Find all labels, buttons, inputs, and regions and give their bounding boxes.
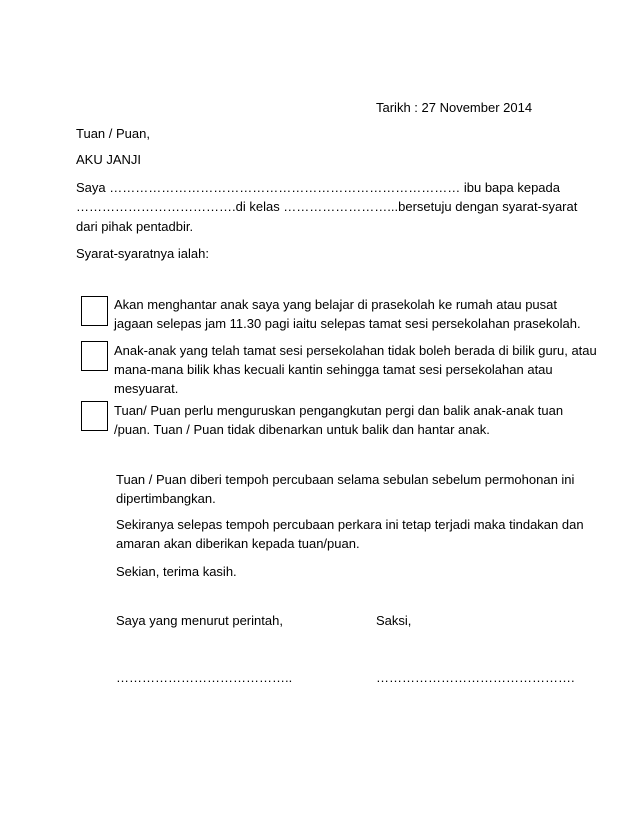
- condition-line: mana-mana bilik khas kecuali kantin sehingga tamat sesi persekolahan atau: [114, 362, 553, 377]
- witness-label: Saksi,: [376, 613, 412, 628]
- closing-text: Sekian, terima kasih.: [116, 564, 237, 579]
- warning-note-line: Sekiranya selepas tempoh percubaan perkara ini tetap terjadi maka tindakan dan: [116, 517, 584, 532]
- witness-signature-line[interactable]: ……………………………………….: [376, 670, 575, 685]
- trial-note-line: Tuan / Puan diberi tempoh percubaan selama sebulan sebelum permohonan ini: [116, 472, 575, 487]
- signer-label: Saya yang menurut perintah,: [116, 613, 283, 628]
- condition-line: Akan menghantar anak saya yang belajar di prasekolah ke rumah atau pusat: [114, 297, 558, 312]
- condition-line: mesyuarat.: [114, 381, 179, 396]
- condition-checkbox[interactable]: [81, 341, 108, 371]
- date-line: Tarikh : 27 November 2014: [376, 100, 533, 115]
- intro-line: ……………………………….di kelas ……………………...bersetuju dengan syarat-syarat: [76, 199, 578, 214]
- salutation: Tuan / Puan,: [76, 126, 150, 141]
- intro-line: dari pihak pentadbir.: [76, 219, 194, 234]
- condition-line: /puan. Tuan / Puan tidak dibenarkan untuk balik dan hantar anak.: [114, 422, 490, 437]
- condition-checkbox[interactable]: [81, 401, 108, 431]
- conditions-label: Syarat-syaratnya ialah:: [76, 246, 209, 261]
- warning-note-line: amaran akan diberikan kepada tuan/puan.: [116, 536, 360, 551]
- condition-checkbox[interactable]: [81, 296, 108, 326]
- intro-line: Saya ……………………………………………………………………… ibu bapa kepada: [76, 180, 560, 195]
- condition-line: Tuan/ Puan perlu menguruskan pengangkutan pergi dan balik anak-anak tuan: [114, 403, 564, 418]
- condition-line: Anak-anak yang telah tamat sesi persekolahan tidak boleh berada di bilik guru, atau: [114, 343, 597, 358]
- condition-line: jagaan selepas jam 11.30 pagi iaitu selepas tamat sesi persekolahan prasekolah.: [114, 316, 581, 331]
- letter-heading: AKU JANJI: [76, 152, 142, 167]
- signer-signature-line[interactable]: …………………………………..: [116, 670, 293, 685]
- trial-note-line: dipertimbangkan.: [116, 491, 216, 506]
